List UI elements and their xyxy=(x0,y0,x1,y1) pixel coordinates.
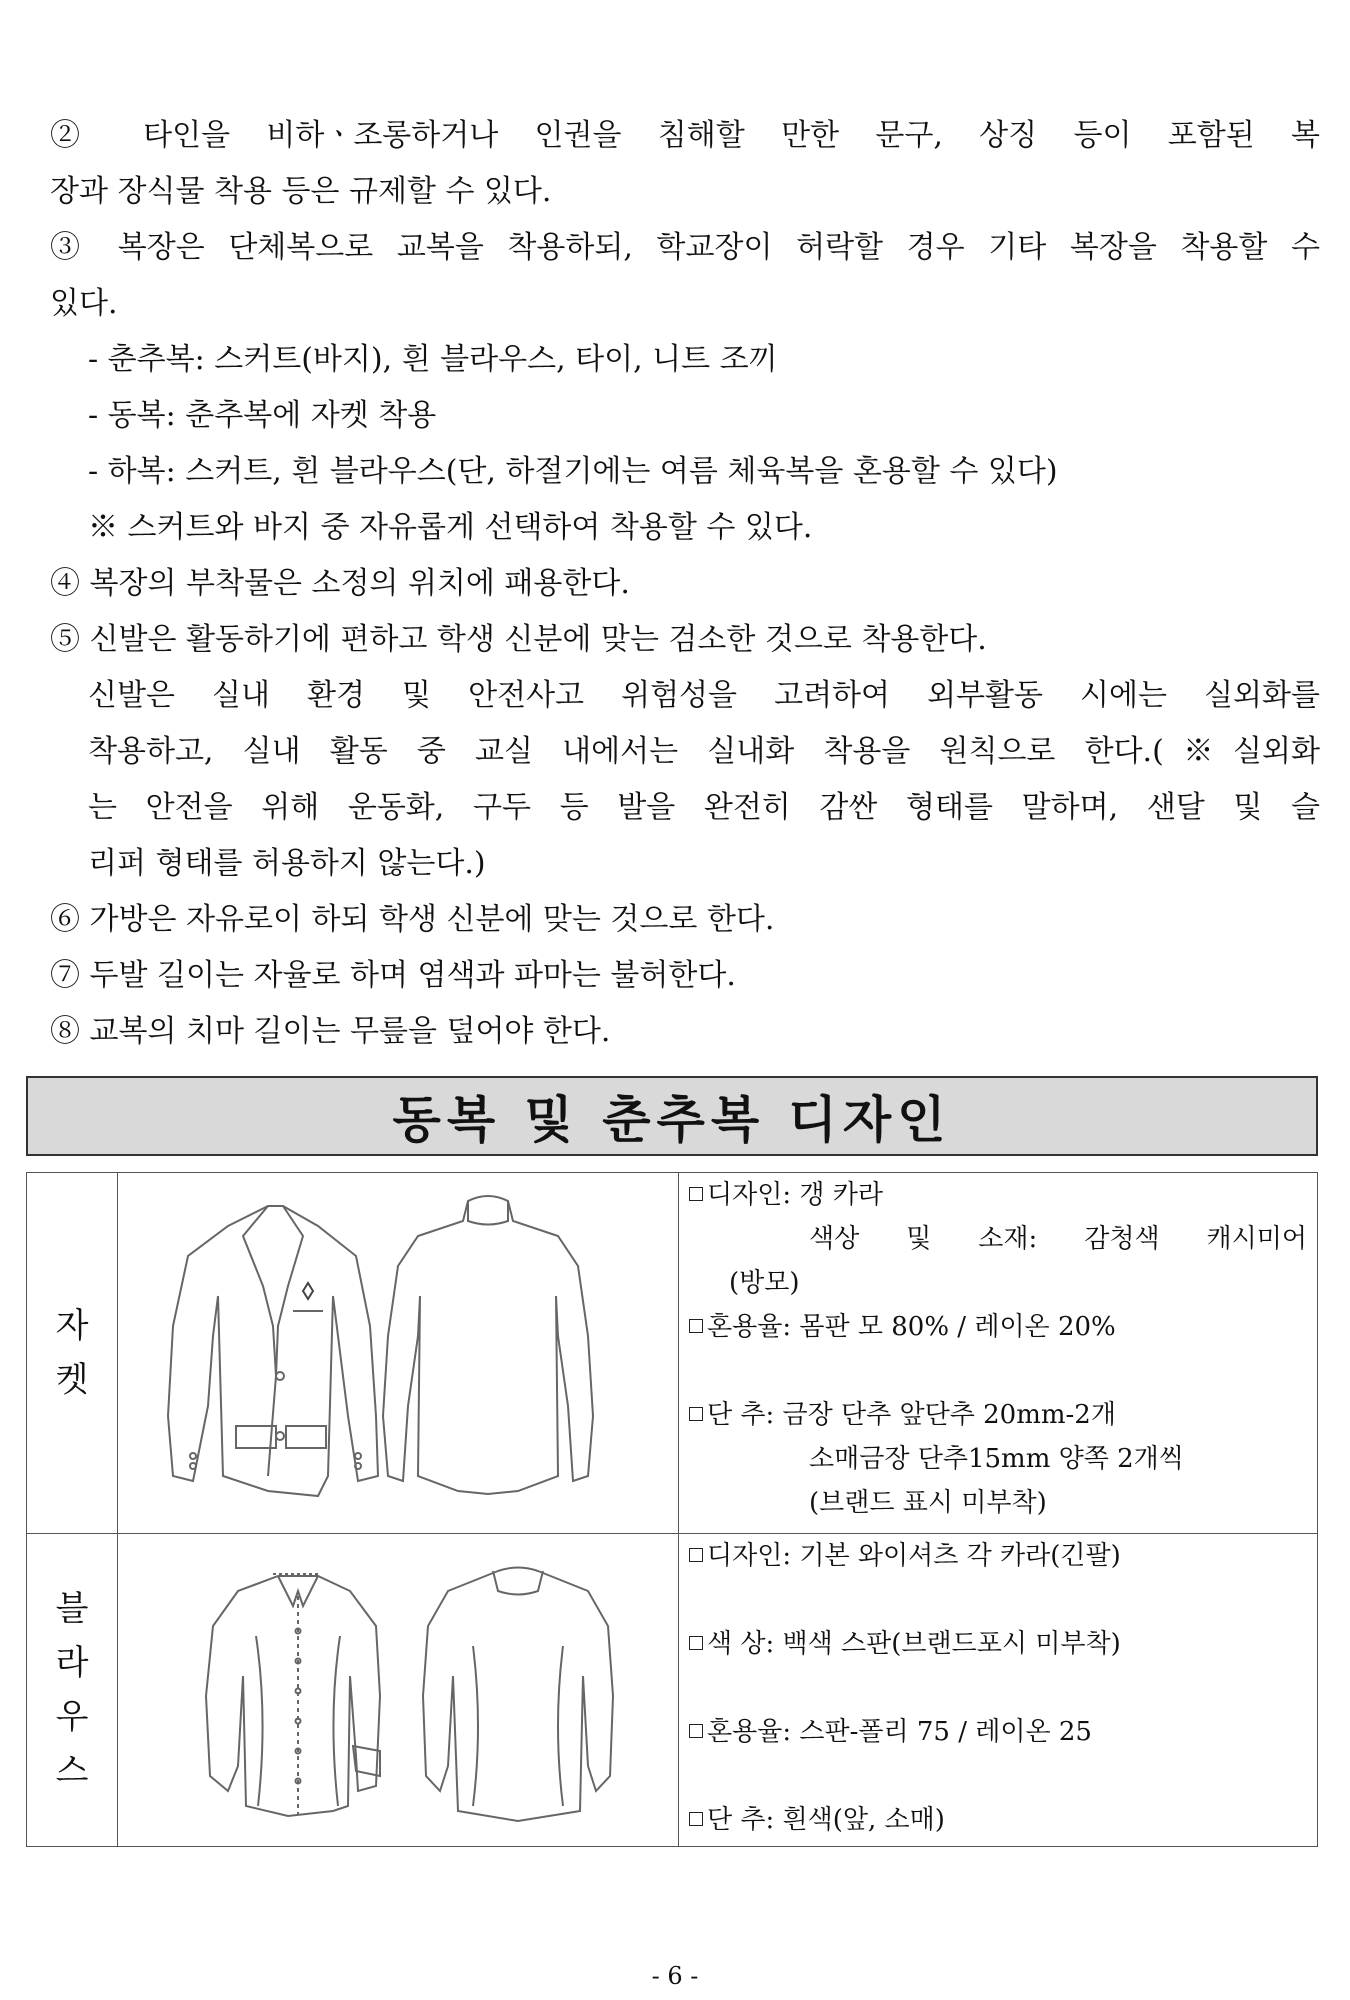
rule-3-item-summer: - 하복: 스커트, 흰 블라우스(단, 하절기에는 여름 체육복을 혼용할 수 있다) xyxy=(88,454,1058,489)
rule-5-line-3: 착용하고, 실내 활동 중 교실 내에서는 실내화 착용을 원칙으로 한다.(※실외화 xyxy=(88,734,1320,769)
uniform-spec-table xyxy=(26,1172,1318,1847)
blouse-description xyxy=(679,1534,1318,1847)
rule-5-line-1: ⑤ 신발은 활동하기에 편하고 학생 신분에 맞는 검소한 것으로 착용한다. xyxy=(50,622,987,657)
rule-2-line-2: 장과 장식물 착용 등은 규제할 수 있다. xyxy=(50,174,552,209)
jacket-label: 자 켓 xyxy=(27,1173,118,1534)
jacket-illustration xyxy=(118,1173,679,1534)
blouse-blend: 혼용율: 스판-폴리 75 / 레이온 25 xyxy=(689,1710,1307,1754)
section-title: 동복 및 춘추복 디자인 xyxy=(26,1076,1318,1156)
jacket-row xyxy=(27,1173,1318,1534)
rule-5 xyxy=(50,612,1320,892)
rule-7: ⑦ 두발 길이는 자율로 하며 염색과 파마는 불허한다. xyxy=(50,958,736,993)
rule-2 xyxy=(50,108,1320,220)
rule-3-item-spring: - 춘추복: 스커트(바지), 흰 블라우스, 타이, 니트 조끼 xyxy=(88,342,778,377)
rule-8: ⑧ 교복의 치마 길이는 무릎을 덮어야 한다. xyxy=(50,1014,611,1049)
jacket-blend: 혼용율: 몸판 모 80% / 레이온 20% xyxy=(689,1305,1307,1349)
rule-4 xyxy=(50,556,1320,612)
blouse-buttons: 단 추: 흰색(앞, 소매) xyxy=(689,1798,1307,1842)
blouse-color: 색 상: 백색 스판(브랜드포시 미부착) xyxy=(689,1622,1307,1666)
rule-5-line-5: 리퍼 형태를 허용하지 않는다.) xyxy=(88,846,486,881)
blouse-design: 디자인: 기본 와이셔츠 각 카라(긴팔) xyxy=(689,1534,1307,1578)
jacket-description xyxy=(679,1173,1318,1534)
rule-6-8 xyxy=(50,892,1320,1060)
rule-3-item-winter: - 동복: 춘추복에 자켓 착용 xyxy=(88,398,437,433)
checkbox-icon xyxy=(689,1724,703,1738)
rule-6: ⑥ 가방은 자유로이 하되 학생 신분에 맞는 것으로 한다. xyxy=(50,902,775,937)
jacket-color-material: (방모) xyxy=(729,1268,800,1298)
rule-3-note: ※ 스커트와 바지 중 자유롭게 선택하여 착용할 수 있다. xyxy=(88,510,813,545)
checkbox-icon xyxy=(689,1319,703,1333)
blouse-label: 블 라 우 스 xyxy=(27,1534,118,1847)
jacket-design: 디자인: 갱 카라 xyxy=(689,1173,1307,1217)
jacket-sleeve-buttons: 소매금장 단추15mm 양쪽 2개씩 xyxy=(809,1444,1184,1474)
checkbox-icon xyxy=(689,1548,703,1562)
page-number: - 6 - xyxy=(651,1962,699,1990)
checkbox-icon xyxy=(689,1636,703,1650)
blouse-illustration xyxy=(118,1534,679,1847)
checkbox-icon xyxy=(689,1407,703,1421)
rule-3-line-1: ③ 복장은 단체복으로 교복을 착용하되, 학교장이 허락할 경우 기타 복장을 착용할 수 xyxy=(50,230,1320,265)
jacket-drawing xyxy=(118,1176,676,1531)
jacket-buttons: 단 추: 금장 단추 앞단추 20mm-2개 xyxy=(689,1393,1307,1437)
blouse-row xyxy=(27,1534,1318,1847)
jacket-brand-note: (브랜드 표시 미부착) xyxy=(809,1488,1047,1518)
checkbox-icon xyxy=(689,1812,703,1826)
rule-3-line-2: 있다. xyxy=(50,286,118,321)
rule-2-line-1: ② 타인을 비하ㆍ조롱하거나 인권을 침해할 만한 문구, 상징 등이 포함된 복 xyxy=(50,118,1320,153)
blouse-drawing xyxy=(118,1536,676,1844)
rule-4-line: ④ 복장의 부착물은 소정의 위치에 패용한다. xyxy=(50,566,630,601)
checkbox-icon xyxy=(689,1187,703,1201)
rule-3 xyxy=(50,220,1320,556)
jacket-color: 색상 및 소재: 감청색 캐시미어 xyxy=(809,1224,1307,1254)
rule-5-line-4: 는 안전을 위해 운동화, 구두 등 발을 완전히 감싼 형태를 말하며, 샌달 및 슬 xyxy=(88,790,1320,825)
rule-5-line-2: 신발은 실내 환경 및 안전사고 위험성을 고려하여 외부활동 시에는 실외화를 xyxy=(88,678,1320,713)
